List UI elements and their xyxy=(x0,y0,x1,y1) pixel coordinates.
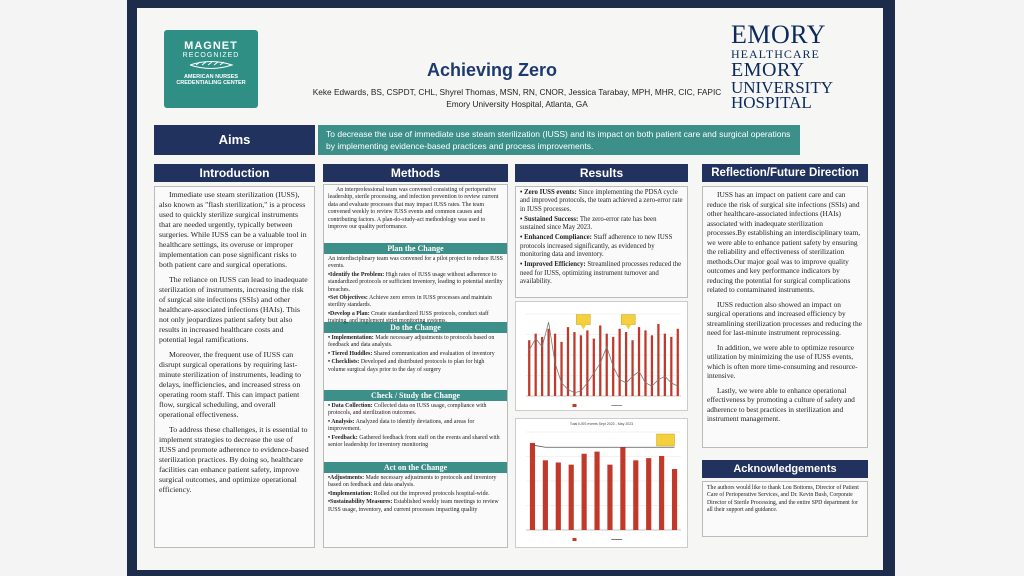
intro-paragraph: Immediate use steam sterilization (IUSS), also known as "flash sterilization," is a process used to quickly sterilize surgical instruments that are needed urgently, typically between surgeries. While IUSS can be a valuable tool in healthcare settings, its overuse or improper implementation can pose significant risks to both patient care and surgical operations. xyxy=(159,190,307,269)
results-item: • Zero IUSS events: Since implementing the PDSA cycle and improved protocols, the team achieved a zero-error rate in IUSS processes. xyxy=(520,189,683,213)
chart-series-line xyxy=(532,445,674,447)
legend-swatch xyxy=(573,404,577,407)
magnet-line1: MAGNET xyxy=(184,40,238,52)
introduction-heading: Introduction xyxy=(154,164,315,182)
do-section xyxy=(324,333,507,390)
chart-series-line xyxy=(529,322,678,393)
reflection-body xyxy=(702,186,868,448)
chart-bar xyxy=(651,335,653,396)
act-section xyxy=(324,473,507,517)
chart-bar xyxy=(657,324,659,396)
results-item: • Improved Efficiency: Streamlined processes reduced the need for IUSS, optimizing instrument turnover and availability. xyxy=(520,261,682,285)
emory-logo xyxy=(731,22,871,110)
chart-bar xyxy=(593,339,595,396)
chart-bar xyxy=(670,337,672,396)
plan-item: •Develop a Plan: Create standardized IUSS protocols, conduct staff training, and implement strict monitoring systems. xyxy=(328,310,489,325)
results-chart-2 xyxy=(515,418,688,548)
poster xyxy=(137,8,883,570)
annotation-box xyxy=(621,315,635,325)
act-heading: Act on the Change xyxy=(324,462,507,473)
chart-bar xyxy=(633,460,638,530)
plan-heading: Plan the Change xyxy=(324,243,507,254)
chart-bar xyxy=(646,458,651,530)
logo-line2: HEALTHCARE xyxy=(731,47,820,61)
chart-bar xyxy=(569,465,574,530)
chart-1-svg xyxy=(516,302,687,410)
chart-bar xyxy=(543,460,548,530)
chart-bar xyxy=(594,452,599,530)
annotation-arrow xyxy=(625,325,631,330)
chart-bar xyxy=(580,335,582,396)
chart-bar xyxy=(619,329,621,396)
chart-bar xyxy=(631,340,633,396)
affiliation: Emory University Hospital, Atlanta, GA xyxy=(446,99,588,109)
chart-bar xyxy=(560,342,562,396)
chart-bar xyxy=(625,332,627,396)
magnet-badge xyxy=(164,30,258,108)
plan-item: •Identify the Problem: High rates of IUSS usage without adherence to standardized protocols or sufficient inventory, leading to potential sterility breaches. xyxy=(328,271,503,293)
authors: Keke Edwards, BS, CSPDT, CHL, Shyrel Thomas, MSN, RN, CNOR, Jessica Tarabay, MPH, MHR, CIC, FAPIC xyxy=(312,87,722,97)
chart-bar xyxy=(664,334,666,396)
poster-title: Achieving Zero xyxy=(426,60,558,80)
results-body xyxy=(515,186,688,298)
laurel-icon xyxy=(164,60,258,73)
do-item: • Checklists: Developed and distributed protocols to plan for high volume surgical days prior to the day of surgery xyxy=(328,359,485,373)
intro-paragraph: The reliance on IUSS can lead to inadequate sterilization of instruments, increasing the risk of surgical site infections (SSIs) and other healthcare-associated infections (HAIs). This not only jeopardizes patient safety but also results in increased healthcare costs and potential legal ramifications. xyxy=(159,275,308,344)
chart-bar xyxy=(535,334,537,396)
chart-bar xyxy=(556,462,561,530)
authors-block xyxy=(277,86,757,110)
chart-bar xyxy=(573,332,575,396)
annotation-arrow xyxy=(580,325,586,330)
logo-line4: UNIVERSITY xyxy=(731,78,833,97)
introduction-body xyxy=(154,186,315,548)
reflection-paragraph: In addition, we were able to optimize resource utilization by minimizing the use of IUSS events, which is often more time-consuming and resource-intensive. xyxy=(707,342,858,380)
reflection-paragraph: IUSS has an impact on patient care and can reduce the risk of surgical site infections (SSIs) and other healthcare-associated infections (HAIs) associated with inadequate sterilization processes.By establishing an interdisciplinary team, we were able to enhance patient safety by ensuring the reliability and effectiveness of sterilization methods.Our major goal was to improve quality outcomes and key performance indicators by reducing the potential for surgical complications related to contaminated instruments. xyxy=(707,190,861,294)
results-heading: Results xyxy=(515,164,688,182)
methods-body xyxy=(323,184,508,548)
act-item: •Implementation: Rolled out the improved protocols hospital-wide. xyxy=(328,490,490,497)
annotation-box xyxy=(576,315,590,325)
chart-bar xyxy=(606,334,608,396)
do-item: • Implementation: Made necessary adjustments to protocols based on feedback and data analysis. xyxy=(328,335,495,349)
acknowledgements-heading: Acknowledgements xyxy=(702,460,868,478)
results-item: • Enhanced Compliance: Staff adherence to new IUSS protocols increased significantly, as evidenced by monitoring data and inventory. xyxy=(520,234,673,259)
aims-text: To decrease the use of immediate use steam sterilization (IUSS) and its impact on both patient care and surgical operations by implementing evidence-based practices and process improvements. xyxy=(318,125,800,155)
chart-bar xyxy=(659,456,664,530)
methods-intro: An interprofessional team was convened consisting of perioperative leadership, sterile processing, and infection prevention to review current data and evaluate processes that may impact IUSS rates. The team convened weekly to review IUSS events and common causes and contributing factors. A plan-do-study-act methodology was used to improve our quality performance. xyxy=(328,187,499,231)
aims-heading: Aims xyxy=(154,125,315,155)
intro-paragraph: Moreover, the frequent use of IUSS can disrupt surgical operations by requiring last-minute sterilization of instruments, leading to delays, inefficiencies, and increased stress on operating room staff. This can impact patient flow, surgical scheduling, and overall operational effectiveness. xyxy=(159,350,302,419)
act-item: •Adjustments: Made necessary adjustments to protocols and inventory based on feedback and data analysis. xyxy=(328,475,497,489)
chart-bar xyxy=(644,330,646,396)
chart-bar xyxy=(638,327,640,396)
annotation-callout xyxy=(621,315,635,330)
check-item: • Analysis: Analyzed data to identify deviations, and areas for improvement. xyxy=(328,418,475,433)
do-item: • Tiered Huddles: Shared communication and evaluation of inventory xyxy=(328,350,495,357)
magnet-line3: AMERICAN NURSES xyxy=(183,74,239,80)
results-item: • Sustained Success: The zero-error rate has been sustained since May 2023. xyxy=(520,215,657,232)
legend-swatch xyxy=(573,538,577,541)
annotation-callout xyxy=(576,315,590,330)
magnet-line2: RECOGNIZED xyxy=(182,52,240,59)
annotation-box xyxy=(657,434,675,446)
check-item: • Data Collection: Collected data on IUSS usage, compliance with protocols, and sterilization outcomes. xyxy=(328,403,487,417)
check-section xyxy=(324,401,507,462)
chart-bar xyxy=(607,465,612,530)
plan-lead: An interdisciplinary team was convened for a pilot project to reduce IUSS events. xyxy=(328,256,503,270)
chart-bar xyxy=(586,330,588,396)
logo-line3: EMORY xyxy=(731,59,805,81)
reflection-heading: Reflection/Future Direction xyxy=(702,164,868,182)
chart-bar xyxy=(582,454,587,530)
plan-item: •Set Objectives: Achieve zero errors in IUSS processes and maintain sterility standards. xyxy=(328,295,492,309)
chart-2-svg xyxy=(516,426,687,544)
intro-paragraph: To address these challenges, it is essential to implement strategies to decrease the use of IUSS and promote adherence to evidence-based sterilization practices. By doing so, healthcare facilities can enhance patient safety, improve surgical outcomes, and optimize operational efficiency. xyxy=(159,425,309,494)
results-chart-1 xyxy=(515,301,688,411)
act-item: •Sustainability Measures: Established weekly team meetings to review IUSS usage, inventory, and current processes impacting quality xyxy=(328,499,499,513)
chart-bar xyxy=(567,327,569,396)
magnet-line4: CREDENTIALING CENTER xyxy=(176,80,246,86)
chart-bar xyxy=(547,329,549,396)
acknowledgements-text: The authors would like to thank Lou Bottoms, Director of Patient Care of Perioperative Services, and Dr. Kevin Bush, Corporate Director of Sterile Processing, and the entire SPD department for all their support and guidance. xyxy=(702,481,868,537)
chart-2-title: Total IUSS events Sept 2023 - May 2023 xyxy=(569,422,634,426)
chart-bar xyxy=(672,469,677,530)
check-item: • Feedback: Gathered feedback from staff on the events and shared with senior leadership for inventory monitoring xyxy=(328,434,500,449)
logo-line1: EMORY xyxy=(731,20,826,49)
logo-line5: HOSPITAL xyxy=(731,93,812,112)
reflection-paragraph: Lastly, we were able to enhance operational effectiveness by promoting a culture of safety and adherence to best practices in sterilization and instrument management. xyxy=(707,385,855,423)
reflection-paragraph: IUSS reduction also showed an impact on surgical operations and increased efficiency by streamlining sterilization processes and reducing the need for last-minute instrument reprocessing. xyxy=(707,299,862,337)
chart-bar xyxy=(530,443,535,530)
methods-heading: Methods xyxy=(323,164,508,182)
chart-bar xyxy=(620,447,625,530)
check-heading: Check / Study the Change xyxy=(324,390,507,401)
plan-section xyxy=(324,254,507,325)
do-heading: Do the Change xyxy=(324,322,507,333)
